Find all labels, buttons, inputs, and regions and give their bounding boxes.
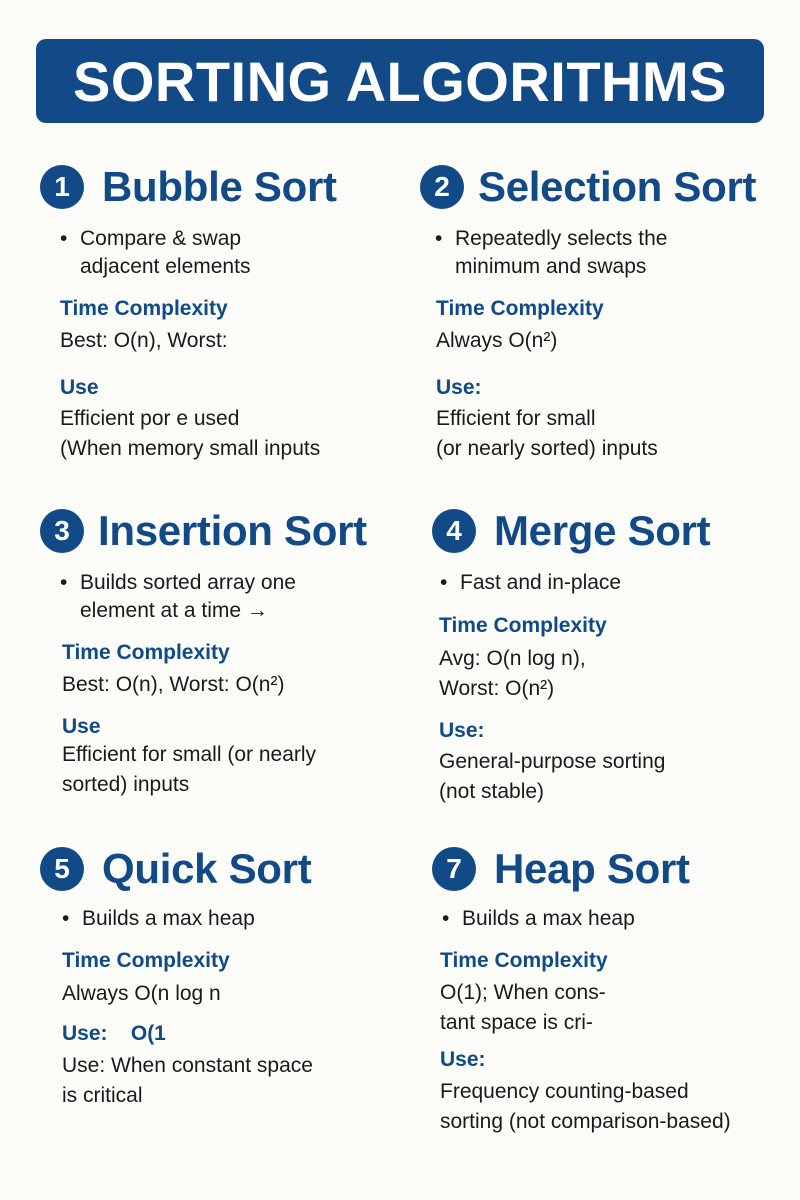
card-bubble-sort: [40, 163, 400, 473]
use-label: Use: [62, 715, 101, 738]
bullet-description: • Compare & swap adjacent elements: [60, 227, 251, 278]
card-heading: [40, 845, 311, 893]
number-badge: 5: [40, 847, 84, 891]
card-heap-sort: [432, 845, 792, 1145]
page-title: SORTING ALGORITHMS: [72, 49, 727, 113]
bullet-description: • Builds sorted array one element at a time →: [60, 571, 296, 622]
use-value: Efficient for small (or nearly sorted) inputs: [62, 743, 317, 796]
bullet-description: • Builds a max heap: [62, 905, 255, 933]
bullet-dot-icon: •: [442, 907, 450, 930]
use-label: Use: [60, 376, 99, 399]
algorithm-title: Bubble Sort: [102, 163, 337, 210]
card-heading: [432, 845, 690, 893]
time-complexity-value: Avg: O(n log n), Worst: O(n²): [439, 647, 586, 700]
number-badge: 7: [432, 847, 476, 891]
use-label: Use:: [439, 719, 485, 742]
algorithm-title: Merge Sort: [494, 507, 711, 554]
time-complexity-label: Time Complexity: [439, 614, 607, 637]
card-merge-sort: [432, 507, 792, 807]
number-badge: 2: [420, 165, 464, 209]
bullet-description: • Builds a max heap: [442, 905, 635, 933]
card-heading: [40, 507, 367, 555]
number-badge: 3: [40, 509, 84, 553]
use-value: Use: When constant space is critical: [62, 1054, 313, 1107]
number-badge: 1: [40, 165, 84, 209]
time-complexity-value: Best: O(n), Worst:: [60, 329, 228, 352]
use-label: Use:: [440, 1048, 486, 1071]
use-value: General-purpose sorting (not stable): [439, 750, 666, 803]
algorithm-title: Heap Sort: [494, 845, 690, 892]
time-complexity-label: Time Complexity: [62, 949, 230, 972]
bullet-dot-icon: •: [60, 227, 68, 250]
time-complexity-label: Time Complexity: [440, 949, 608, 972]
algorithm-title: Selection Sort: [478, 163, 757, 210]
time-complexity-value: Always O(n²): [436, 329, 558, 352]
time-complexity-value: Always O(n log n: [62, 982, 221, 1005]
card-insertion-sort: [40, 507, 400, 807]
card-quick-sort: [40, 845, 400, 1125]
bullet-dot-icon: •: [440, 571, 448, 594]
bullet-dot-icon: •: [435, 227, 443, 250]
algorithm-title: Quick Sort: [102, 845, 312, 892]
bullet-description: • Repeatedly selects the minimum and swaps: [435, 227, 668, 278]
bullet-dot-icon: •: [60, 571, 68, 594]
use-value: Frequency counting-based sorting (not comparison-based): [440, 1080, 731, 1133]
time-complexity-label: Time Complexity: [60, 297, 228, 320]
number-badge: 4: [432, 509, 476, 553]
card-selection-sort: [420, 163, 780, 473]
use-label: Use: O(1: [62, 1022, 166, 1045]
bullet-description: • Fast and in-place: [440, 569, 621, 597]
time-complexity-label: Time Complexity: [436, 297, 604, 320]
time-complexity-value: Best: O(n), Worst: O(n²): [62, 673, 285, 696]
use-value: Efficient por e used (When memory small inputs: [60, 407, 321, 460]
card-heading: [420, 163, 756, 211]
use-label: Use:: [436, 376, 482, 399]
time-complexity-value: O(1); When cons- tant space is cri-: [440, 981, 606, 1034]
card-heading: [432, 507, 710, 555]
time-complexity-label: Time Complexity: [62, 641, 230, 664]
bullet-dot-icon: •: [62, 907, 70, 930]
algorithm-title: Insertion Sort: [98, 507, 367, 554]
use-value: Efficient for small (or nearly sorted) inputs: [436, 407, 658, 460]
title-banner: [36, 39, 764, 123]
card-heading: [40, 163, 337, 211]
